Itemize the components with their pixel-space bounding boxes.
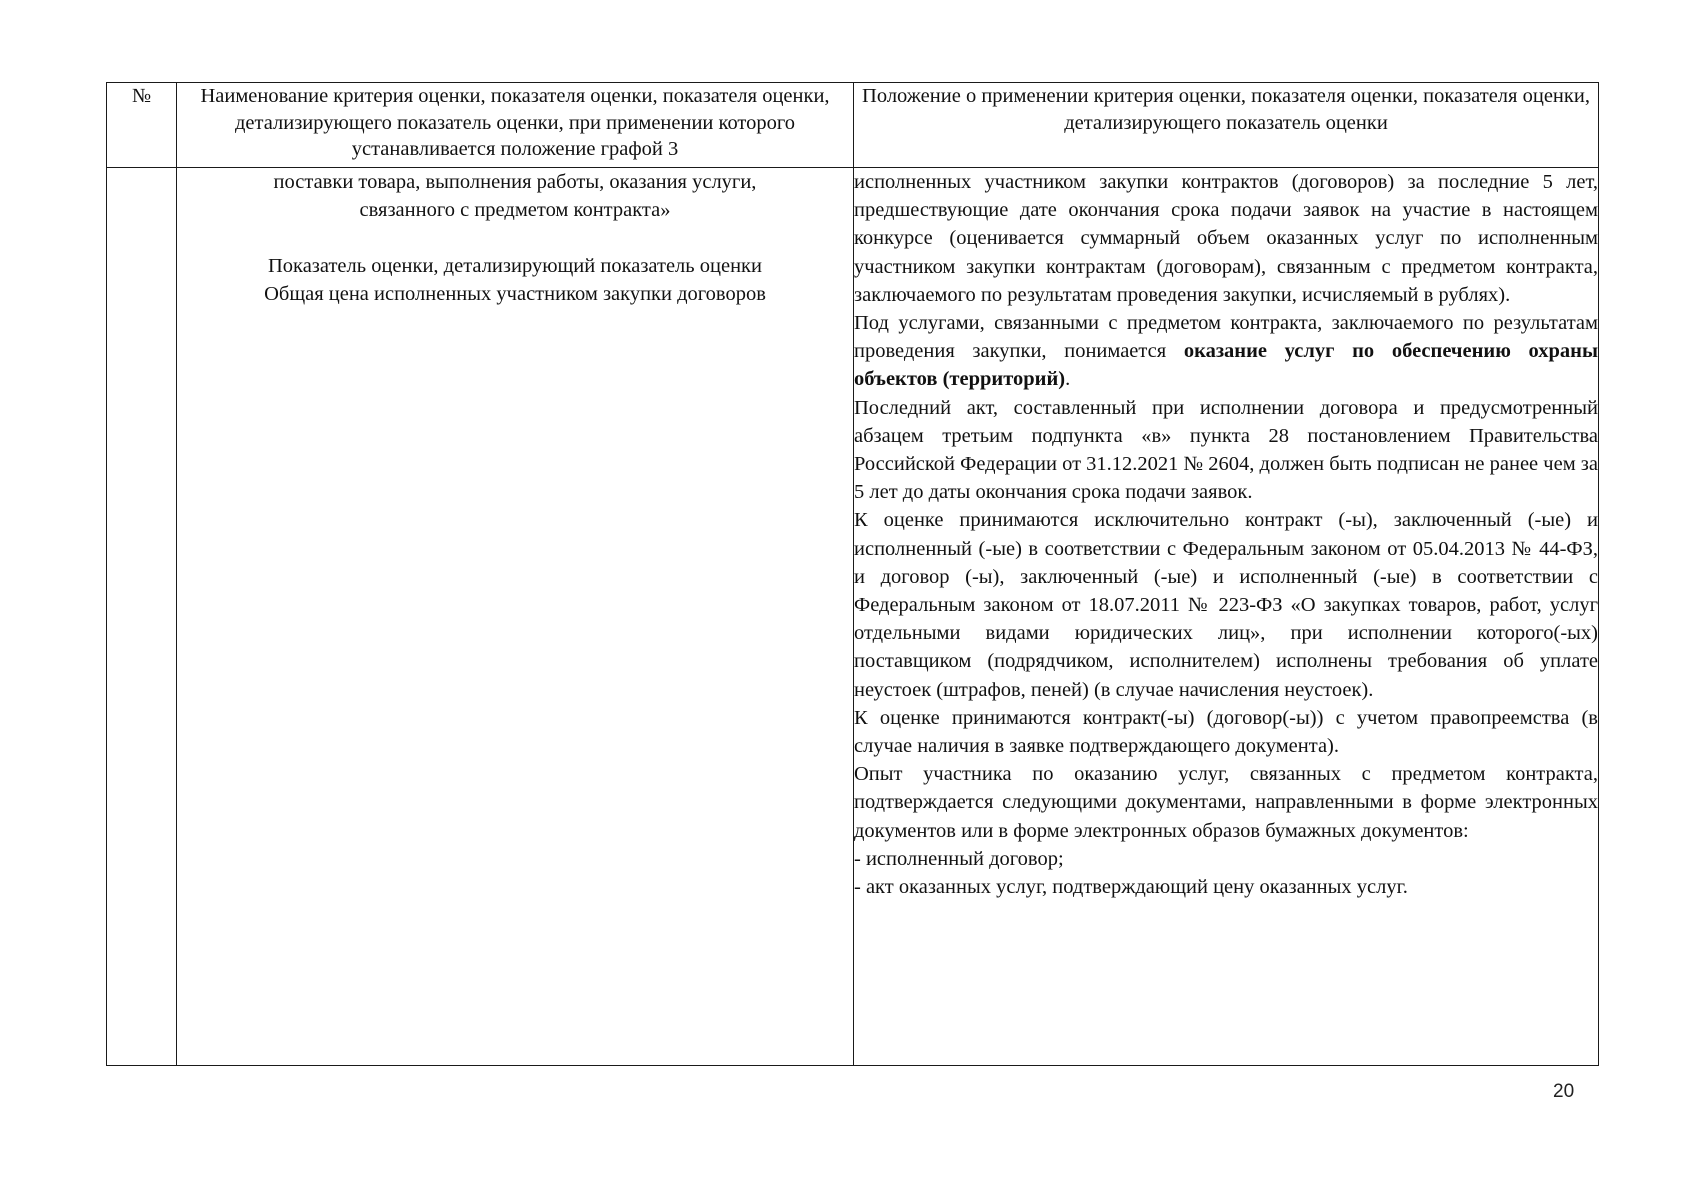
table-header-row <box>107 83 1599 168</box>
document-list-item: - исполненный договор; <box>854 847 1064 870</box>
position-paragraph: К оценке принимаются контракт(-ы) (договор(-ы)) с учетом правопреемства (в случае наличия в заявке подтверждающего документа). <box>854 706 1598 758</box>
indicator-title-line: Общая цена исполненных участником закупки договоров <box>264 283 766 305</box>
position-paragraph: исполненных участником закупки контрактов (договоров) за последние 5 лет, предшествующие дате окончания срока подачи заявок на участие в настоящем конкурсе (оценивается суммарный объем оказанных услуг по исполненным участником закупки контрактам (договорам), связанным с предметом контракта, заключаемого по результатам проведения закупки, исчисляемый в рублях). <box>854 171 1598 306</box>
position-paragraph: К оценке принимаются исключительно контракт (-ы), заключенный (-ые) и исполненный (-ые) в соответствии с Федеральным законом от 05.04.2013 № 44-ФЗ, и договор (-ы), заключенный (-ые) и исполненный (-ые) в соответствии с Федеральным законом от 18.07.2011 № 223-ФЗ «О закупках товаров, работ, услуг отдельными видами юридических лиц», при исполнении которого(-ых) поставщиком (подрядчиком, исполнителем) исполнены требования об уплате неустоек (штрафов, пеней) (в случае начисления неустоек). <box>854 509 1598 701</box>
document-list-item: - акт оказанных услуг, подтверждающий цену оказанных услуг. <box>854 876 1408 899</box>
row-number-cell <box>107 168 177 1066</box>
criteria-table <box>106 82 1599 1066</box>
criterion-name-cell <box>177 168 854 1066</box>
page-number: 20 <box>1553 1081 1575 1102</box>
criterion-name-line: связанного с предметом контракта» <box>359 199 671 221</box>
service-definition-bold: оказание услуг по обеспечению охраны объектов (территорий) <box>854 340 1598 391</box>
table-row <box>107 168 1599 1066</box>
header-criterion-position: Положение о применении критерия оценки, показателя оценки, показателя оценки, детализирующего показатель оценки <box>854 83 1599 168</box>
position-paragraph: Последний акт, составленный при исполнении договора и предусмотренный абзацем третьим подпункта «в» пункта 28 постановлением Правительства Российской Федерации от 31.12.2021 № 2604, должен быть подписан не ранее чем за 5 лет до даты окончания срока подачи заявок. <box>854 396 1598 504</box>
header-criterion-name: Наименование критерия оценки, показателя оценки, показателя оценки, детализирующего показатель оценки, при применении которого устанавливается положение графой 3 <box>177 83 854 168</box>
indicator-title-line: Показатель оценки, детализирующий показатель оценки <box>267 255 762 277</box>
criterion-position-cell <box>854 168 1599 1066</box>
criterion-name-line: поставки товара, выполнения работы, оказания услуги, <box>273 171 757 193</box>
position-paragraph: Опыт участника по оказанию услуг, связанных с предметом контракта, подтверждается следующими документами, направленными в форме электронных документов или в форме электронных образов бумажных документов: <box>854 763 1598 842</box>
position-paragraph: Под услугами, связанными с предметом контракта, заключаемого по результатам проведения закупки, понимается оказание услуг по обеспечению охраны объектов (территорий). <box>854 312 1598 391</box>
header-number: № <box>107 83 177 168</box>
